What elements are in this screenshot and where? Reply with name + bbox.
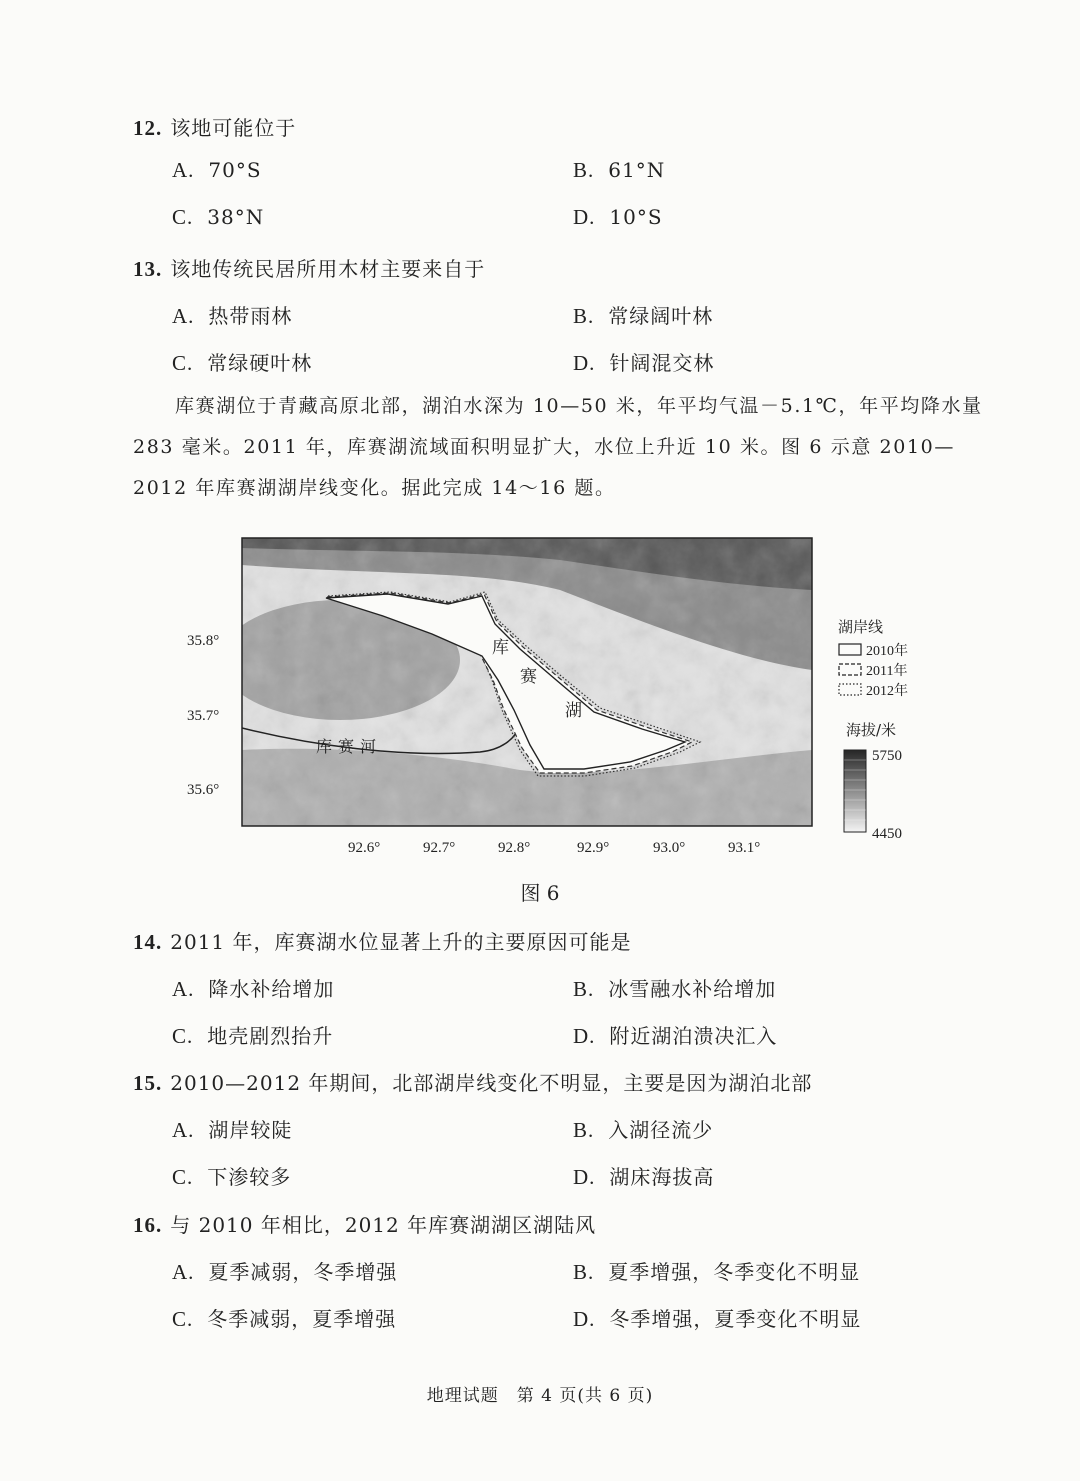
page-footer: 地理试题 第 4 页(共 6 页) bbox=[426, 1386, 654, 1406]
option-16-c[interactable] bbox=[172, 1303, 396, 1332]
option-text: 冰雪融水补给增加 bbox=[608, 977, 777, 1001]
option-letter: B. bbox=[573, 977, 595, 1001]
option-letter: C. bbox=[172, 351, 194, 375]
option-text: 地壳剧烈抬升 bbox=[207, 1024, 334, 1048]
lat-label-35-6: 35.6° bbox=[187, 782, 220, 798]
option-letter: A. bbox=[172, 304, 195, 328]
option-letter: A. bbox=[172, 1118, 195, 1142]
question-13 bbox=[133, 253, 485, 282]
option-text: 针阔混交林 bbox=[609, 351, 715, 375]
option-text: 38°N bbox=[207, 205, 265, 229]
option-text: 下渗较多 bbox=[207, 1165, 292, 1189]
option-letter: C. bbox=[172, 1307, 194, 1331]
option-text: 湖岸较陡 bbox=[208, 1118, 293, 1142]
lake-char-3: 湖 bbox=[565, 701, 582, 721]
option-13-d[interactable] bbox=[573, 347, 714, 376]
elevation-max: 5750 bbox=[872, 748, 902, 764]
question-16 bbox=[133, 1209, 596, 1238]
option-letter: C. bbox=[172, 205, 194, 229]
question-12 bbox=[133, 112, 296, 141]
lon-label-92-6: 92.6° bbox=[348, 840, 381, 856]
legend-title: 湖岸线 bbox=[838, 618, 884, 636]
option-letter: D. bbox=[573, 1307, 596, 1331]
legend-swatch-2011 bbox=[839, 664, 861, 675]
option-letter: B. bbox=[573, 304, 595, 328]
option-15-a[interactable] bbox=[172, 1114, 292, 1143]
lon-label-92-7: 92.7° bbox=[423, 840, 456, 856]
option-16-d[interactable] bbox=[573, 1303, 861, 1332]
option-letter: A. bbox=[172, 977, 195, 1001]
lake-char-2: 赛 bbox=[520, 667, 537, 687]
option-letter: A. bbox=[172, 1260, 195, 1284]
river-label: 库赛河 bbox=[316, 737, 383, 756]
question-number: 16. bbox=[133, 1213, 163, 1237]
question-text: 该地可能位于 bbox=[170, 116, 297, 140]
option-16-a[interactable] bbox=[172, 1256, 397, 1285]
option-letter: D. bbox=[573, 1165, 596, 1189]
option-letter: A. bbox=[172, 158, 195, 182]
lon-label-93-1: 93.1° bbox=[728, 840, 761, 856]
elevation-min: 4450 bbox=[872, 826, 902, 842]
option-12-c[interactable] bbox=[172, 205, 264, 230]
option-text: 附近湖泊溃决汇入 bbox=[609, 1024, 778, 1048]
question-text: 与 2010 年相比，2012 年库赛湖湖区湖陆风 bbox=[170, 1213, 597, 1237]
question-number: 13. bbox=[133, 257, 163, 281]
legend-swatch-2010 bbox=[839, 644, 861, 655]
option-letter: D. bbox=[573, 205, 596, 229]
option-text: 61°N bbox=[608, 158, 666, 182]
option-text: 常绿阔叶林 bbox=[608, 304, 714, 328]
lat-label-35-7: 35.7° bbox=[187, 708, 220, 724]
legend-label-2011: 2011年 bbox=[866, 664, 908, 679]
option-letter: B. bbox=[573, 1118, 595, 1142]
option-letter: B. bbox=[573, 1260, 595, 1284]
option-text: 冬季增强，夏季变化不明显 bbox=[609, 1307, 862, 1331]
legend-label-2010: 2010年 bbox=[866, 644, 908, 659]
option-text: 10°S bbox=[609, 205, 663, 229]
question-14 bbox=[133, 926, 632, 955]
option-14-c[interactable] bbox=[172, 1020, 333, 1049]
question-text: 2010—2012 年期间，北部湖岸线变化不明显，主要是因为湖泊北部 bbox=[170, 1071, 813, 1095]
legend-swatch-2012 bbox=[839, 684, 861, 695]
elevation-title: 海拔/米 bbox=[846, 721, 897, 739]
reading-passage: 库赛湖位于青藏高原北部，湖泊水深为 10—50 米，年平均气温－5.1℃，年平均降水量 283 毫米。2011 年，库赛湖流域面积明显扩大，水位上升近 10 米。图 6 示意 2010—2012 年库赛湖湖岸线变化。据此完成 14～16 题。 bbox=[133, 395, 983, 499]
option-15-c[interactable] bbox=[172, 1161, 291, 1190]
option-text: 冬季减弱，夏季增强 bbox=[207, 1307, 397, 1331]
option-14-d[interactable] bbox=[573, 1020, 777, 1049]
question-15 bbox=[133, 1067, 812, 1096]
option-text: 降水补给增加 bbox=[208, 977, 335, 1001]
option-14-b[interactable] bbox=[573, 973, 776, 1002]
option-text: 常绿硬叶林 bbox=[207, 351, 313, 375]
option-text: 热带雨林 bbox=[208, 304, 293, 328]
figure-caption: 图 6 bbox=[520, 881, 560, 905]
option-letter: D. bbox=[573, 1024, 596, 1048]
legend-label-2012: 2012年 bbox=[866, 684, 908, 699]
option-13-b[interactable] bbox=[573, 300, 713, 329]
map-legend bbox=[832, 612, 942, 847]
lake-char-1: 库 bbox=[492, 638, 509, 658]
option-12-a[interactable] bbox=[172, 158, 262, 183]
lon-label-92-8: 92.8° bbox=[498, 840, 531, 856]
question-number: 15. bbox=[133, 1071, 163, 1095]
option-15-b[interactable] bbox=[573, 1114, 713, 1143]
question-text: 2011 年，库赛湖水位显著上升的主要原因可能是 bbox=[170, 930, 632, 954]
lake-shoreline-map bbox=[180, 530, 820, 870]
question-number: 12. bbox=[133, 116, 163, 140]
option-letter: B. bbox=[573, 158, 595, 182]
option-text: 湖床海拔高 bbox=[609, 1165, 715, 1189]
option-14-a[interactable] bbox=[172, 973, 334, 1002]
lat-label-35-8: 35.8° bbox=[187, 633, 220, 649]
lon-label-92-9: 92.9° bbox=[577, 840, 610, 856]
question-number: 14. bbox=[133, 930, 163, 954]
option-13-a[interactable] bbox=[172, 300, 292, 329]
option-letter: C. bbox=[172, 1024, 194, 1048]
lon-label-93-0: 93.0° bbox=[653, 840, 686, 856]
option-text: 入湖径流少 bbox=[608, 1118, 714, 1142]
option-text: 70°S bbox=[208, 158, 262, 182]
option-text: 夏季减弱，冬季增强 bbox=[208, 1260, 398, 1284]
option-12-b[interactable] bbox=[573, 158, 665, 183]
option-letter: C. bbox=[172, 1165, 194, 1189]
option-16-b[interactable] bbox=[573, 1256, 860, 1285]
option-12-d[interactable] bbox=[573, 205, 663, 230]
option-13-c[interactable] bbox=[172, 347, 312, 376]
option-15-d[interactable] bbox=[573, 1161, 714, 1190]
option-letter: D. bbox=[573, 351, 596, 375]
question-text: 该地传统民居所用木材主要来自于 bbox=[170, 257, 486, 281]
option-text: 夏季增强，冬季变化不明显 bbox=[608, 1260, 861, 1284]
